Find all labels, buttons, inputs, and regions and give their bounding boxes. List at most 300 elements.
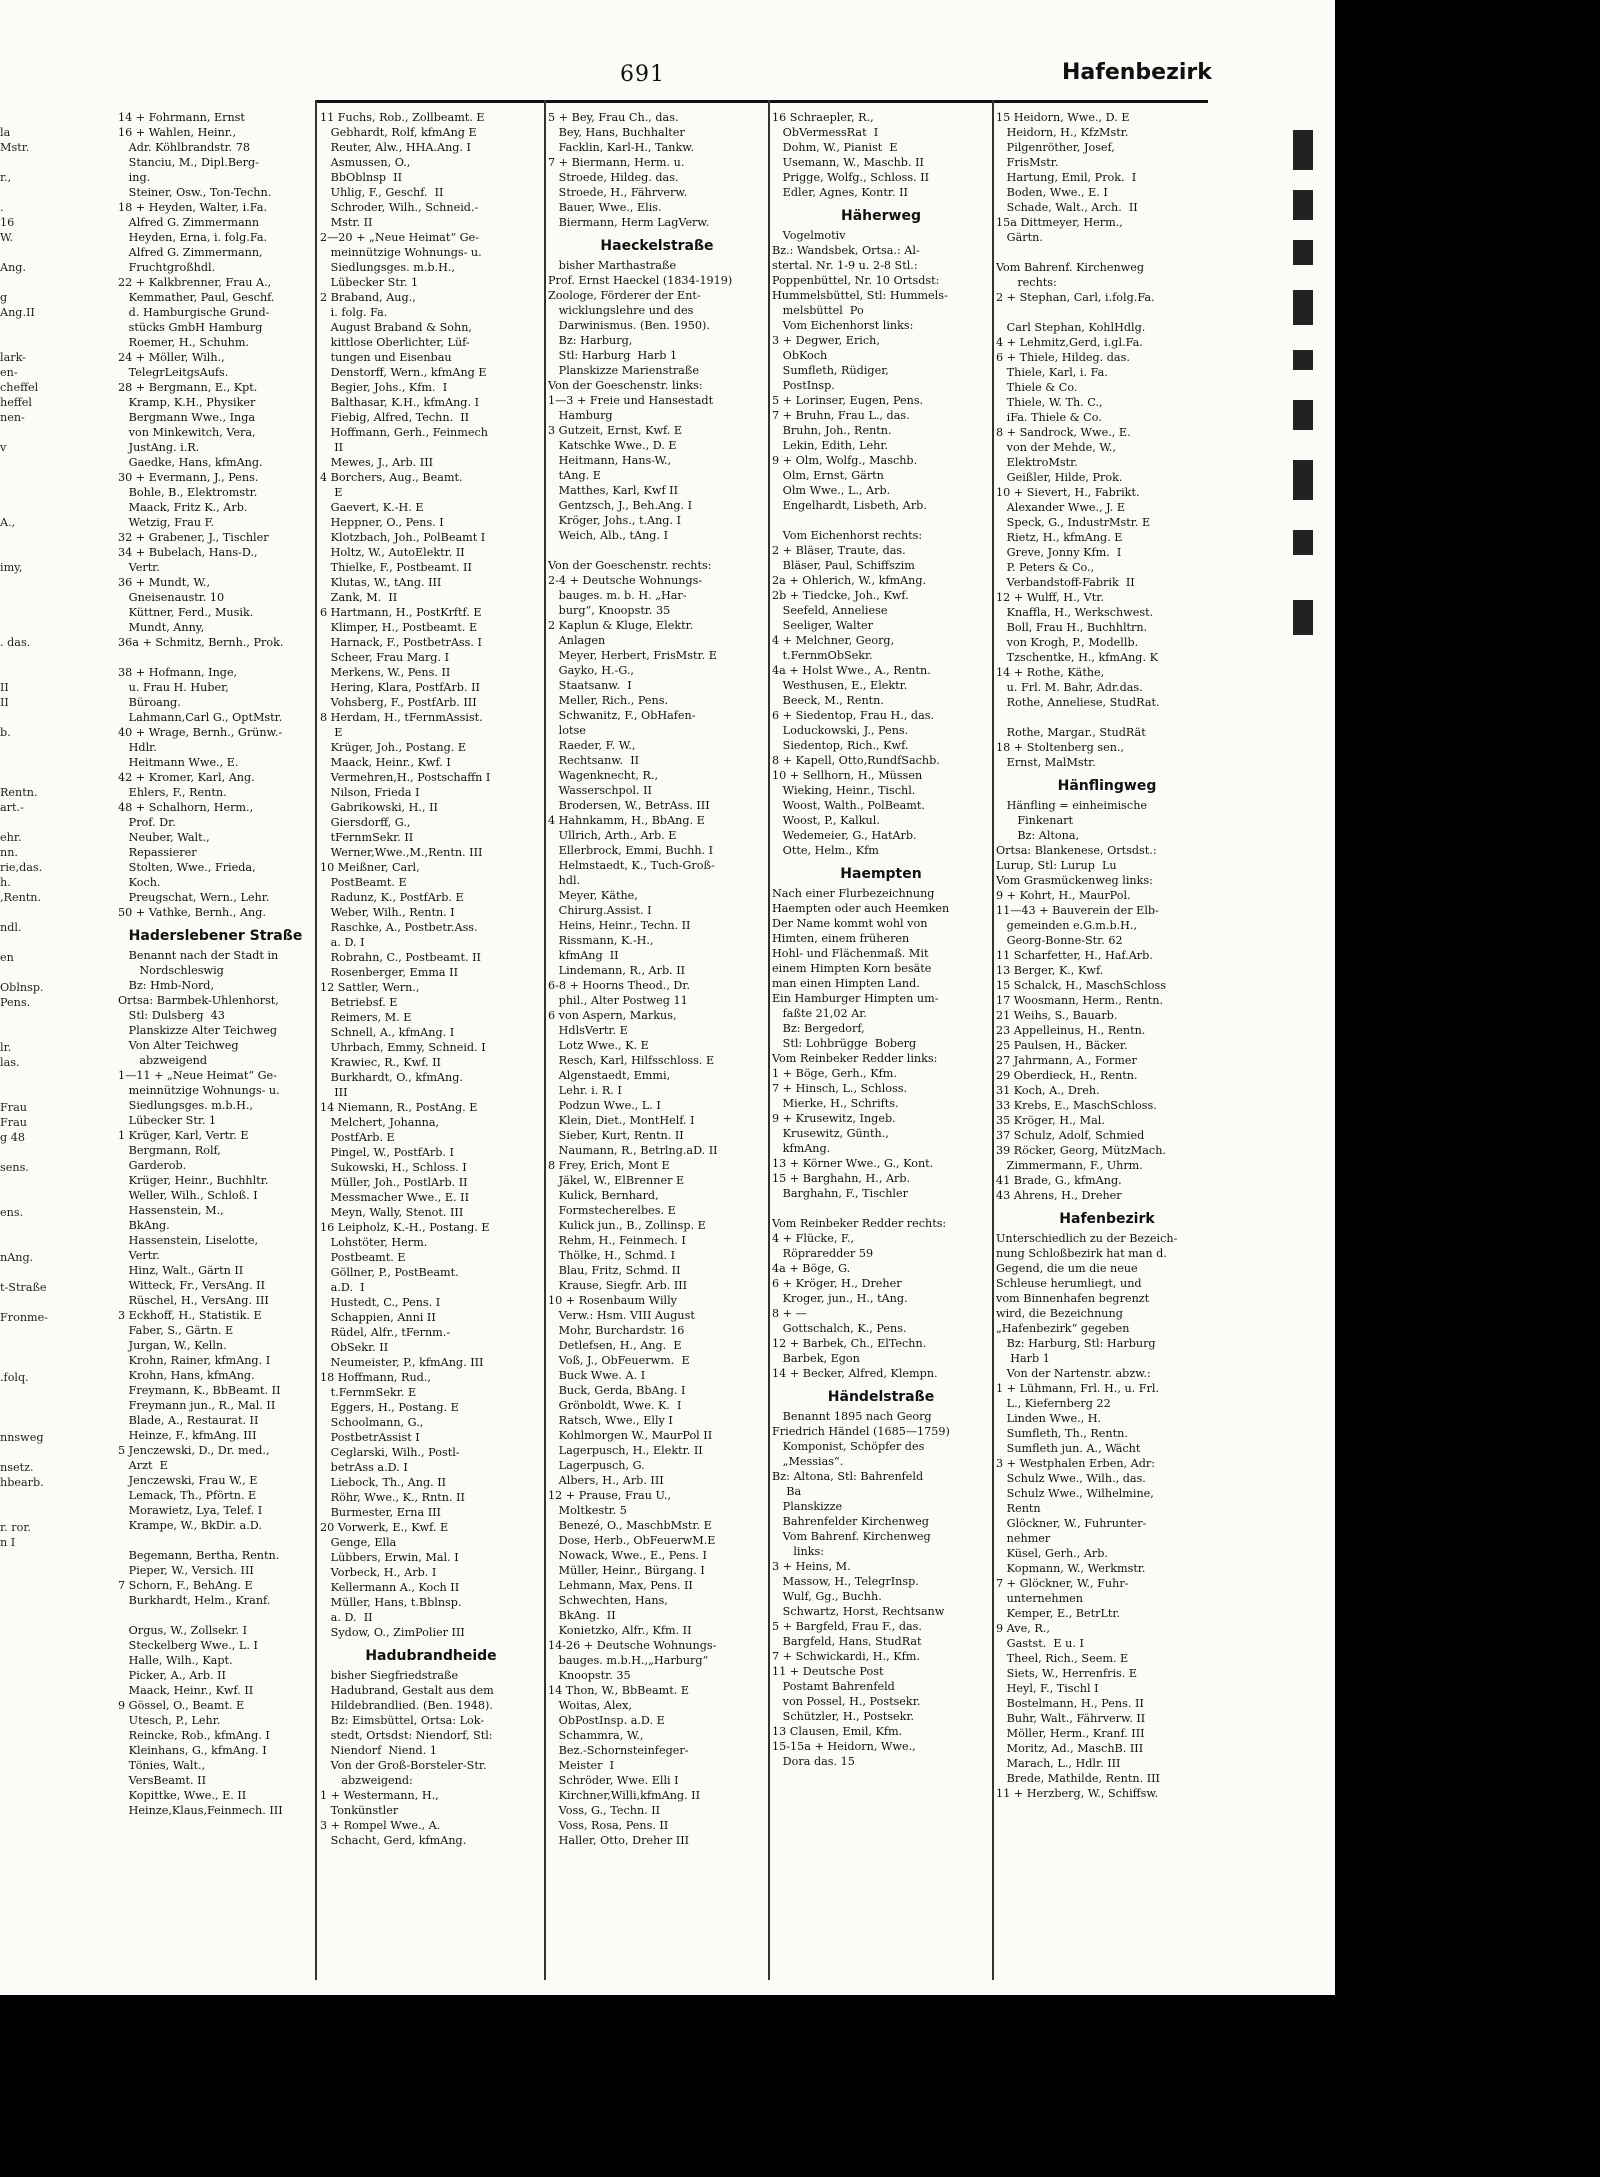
entry-line: Ortsa: Blankenese, Ortsdst.: <box>996 844 1157 857</box>
entry-line: einem Himpten Korn besäte <box>772 962 932 975</box>
entry-line: Lagerpusch, H., Elektr. II <box>548 1444 703 1457</box>
entry-line: Lindemann, R., Arb. II <box>548 964 686 977</box>
entry-line: 2 + Stephan, Carl, i.folg.Fa. <box>996 291 1155 304</box>
entry-line: Fiebig, Alfred, Techn. II <box>320 411 470 424</box>
entry-line: Barghahn, F., Tischler <box>772 1187 908 1200</box>
entry-line: 2 Braband, Aug., <box>320 291 416 304</box>
entry-line <box>0 935 115 950</box>
entry-line: Heyl, F., Tischl I <box>996 1682 1099 1695</box>
entry-line: Schützler, H., Postsekr. <box>772 1710 915 1723</box>
entry-line: Thielke, F., Postbeamt. II <box>320 561 472 574</box>
entry-line: Kirchner,Willi,kfmAng. II <box>548 1789 701 1802</box>
entry-line: Vom Eichenhorst links: <box>772 319 914 332</box>
entry-line: Bz: Harburg, Stl: Harburg <box>996 1337 1156 1350</box>
entry-line: . <box>0 201 4 214</box>
entry-line: t.FernmObSekr. <box>772 649 873 662</box>
entry-line: 3 Eckhoff, H., Statistik. E <box>118 1309 262 1322</box>
entry-line: Rietz, H., kfmAng. E <box>996 531 1123 544</box>
entry-line <box>0 770 115 785</box>
entry-line: iFa. Thiele & Co. <box>996 411 1102 424</box>
entry-line: Detlefsen, H., Ang. E <box>548 1339 682 1352</box>
entry-line: Voss, Rosa, Pens. II <box>548 1819 669 1832</box>
entry-line: Messmacher Wwe., E. II <box>320 1191 469 1204</box>
directory-column-5 <box>996 110 1218 1995</box>
entry-line: 39 Röcker, Georg, MützMach. <box>996 1144 1166 1157</box>
entry-line: 14 Thon, W., BbBeamt. E <box>548 1684 689 1697</box>
entry-line: „Messias“. <box>772 1455 844 1468</box>
entry-line: Heitmann Wwe., E. <box>118 756 239 769</box>
entry-line: Seefeld, Anneliese <box>772 604 888 617</box>
entry-line: Der Name kommt wohl von <box>772 917 928 930</box>
entry-line: 11 Scharfetter, H., Haf.Arb. <box>996 949 1153 962</box>
entry-line: Müller, Joh., PostlArb. II <box>320 1176 468 1189</box>
entry-line: 6-8 + Hoorns Theod., Dr. <box>548 979 691 992</box>
entry-line: Lehr. i. R. I <box>548 1084 622 1097</box>
entry-line <box>118 1533 313 1548</box>
street-heading: Haeckelstraße <box>600 238 714 254</box>
entry-line: 5 + Bargfeld, Frau F., das. <box>772 1620 922 1633</box>
entry-line: Robrahn, C., Postbeamt. II <box>320 951 481 964</box>
entry-line <box>0 455 115 470</box>
entry-line: 8 + — <box>772 1307 807 1320</box>
entry-line: 20 Vorwerk, E., Kwf. E <box>320 1521 449 1534</box>
entry-line: Nowack, Wwe., E., Pens. I <box>548 1549 707 1562</box>
entry-line: Theel, Rich., Seem. E <box>996 1652 1129 1665</box>
entry-line: meinnützige Wohnungs- u. <box>118 1084 280 1097</box>
entry-line: 27 Jahrmann, A., Former <box>996 1054 1137 1067</box>
entry-line: Linden Wwe., H. <box>996 1412 1102 1425</box>
entry-line: 10 Meißner, Carl, <box>320 861 420 874</box>
entry-line: b. <box>0 726 11 739</box>
entry-line: Gebhardt, Rolf, kfmAng E <box>320 126 477 139</box>
entry-line: 14 + Rothe, Käthe, <box>996 666 1105 679</box>
entry-line: 11 + Herzberg, W., Schiffsw. <box>996 1787 1159 1800</box>
entry-line: Denstorff, Wern., kfmAng E <box>320 366 487 379</box>
entry-line <box>0 425 115 440</box>
entry-line: Prigge, Wolfg., Schloss. II <box>772 171 930 184</box>
entry-line: Katschke Wwe., D. E <box>548 439 677 452</box>
entry-line: PostfArb. E <box>320 1131 395 1144</box>
entry-line: Schleuse herumliegt, und <box>996 1277 1142 1290</box>
entry-line <box>0 1085 115 1100</box>
entry-line: Bz: Hmb-Nord, <box>118 979 215 992</box>
entry-line: Koch. <box>118 876 161 889</box>
entry-line: Hadubrand, Gestalt aus dem <box>320 1684 494 1697</box>
entry-line: 8 + Sandrock, Wwe., E. <box>996 426 1131 439</box>
entry-line: Gabrikowski, H., II <box>320 801 438 814</box>
entry-line: Begier, Johs., Kfm. I <box>320 381 448 394</box>
entry-line: Kulick jun., B., Zollinsp. E <box>548 1219 706 1232</box>
entry-line <box>0 470 115 485</box>
entry-line: Planskizze Alter Teichweg <box>118 1024 278 1037</box>
entry-line: E <box>320 486 343 499</box>
entry-line: Balthasar, K.H., kfmAng. I <box>320 396 479 409</box>
edge-tab-marks <box>1293 100 1313 1000</box>
entry-line: Chirurg.Assist. I <box>548 904 652 917</box>
entry-line: Bz.: Wandsbek, Ortsa.: Al- <box>772 244 920 257</box>
entry-line: Niendorf Niend. 1 <box>320 1744 437 1757</box>
entry-line: 5 + Lorinser, Eugen, Pens. <box>772 394 924 407</box>
entry-line: Kramp, K.H., Physiker <box>118 396 256 409</box>
entry-line: Wagenknecht, R., <box>548 769 659 782</box>
entry-line: ing. <box>118 171 151 184</box>
entry-line: 17 Woosmann, Herm., Rentn. <box>996 994 1164 1007</box>
entry-line: Meister I <box>548 1759 615 1772</box>
entry-line: Merkens, W., Pens. II <box>320 666 451 679</box>
entry-line: Gaevert, K.-H. E <box>320 501 424 514</box>
entry-line: Weller, Wilh., Schloß. I <box>118 1189 258 1202</box>
entry-line: 4 Hahnkamm, H., BbAng. E <box>548 814 705 827</box>
entry-line: 40 + Wrage, Bernh., Grünw.- <box>118 726 283 739</box>
entry-line: 22 + Kalkbrenner, Frau A., <box>118 276 272 289</box>
entry-line: Darwinismus. (Ben. 1950). <box>548 319 710 332</box>
entry-line <box>0 620 115 635</box>
entry-line: Eggers, H., Postang. E <box>320 1401 459 1414</box>
entry-line: Krohn, Rainer, kfmAng. I <box>118 1354 271 1367</box>
entry-line: Picker, A., Arb. II <box>118 1669 226 1682</box>
entry-line: BkAng. II <box>548 1609 616 1622</box>
entry-line: Stl: Dulsberg 43 <box>118 1009 225 1022</box>
entry-line: 16 Schraepler, R., <box>772 111 874 124</box>
entry-line: Lahmann,Carl G., OptMstr. <box>118 711 283 724</box>
entry-line: Stolten, Wwe., Frieda, <box>118 861 256 874</box>
entry-line: Bohle, B., Elektromstr. <box>118 486 258 499</box>
entry-line: von Minkewitch, Vera, <box>118 426 256 439</box>
entry-line: Vohsberg, F., PostfArb. III <box>320 696 477 709</box>
entry-line: E <box>320 726 343 739</box>
entry-line: Küsel, Gerh., Arb. <box>996 1547 1108 1560</box>
entry-line: Moltkestr. 5 <box>548 1504 627 1517</box>
entry-line: Pieper, W., Versich. III <box>118 1564 254 1577</box>
edge-mark <box>1293 350 1313 370</box>
entry-line: Raschke, A., Postbetr.Ass. <box>320 921 478 934</box>
entry-line: 14 + Fohrmann, Ernst <box>118 111 245 124</box>
entry-line: nn. <box>0 846 18 859</box>
entry-line <box>0 1400 115 1415</box>
entry-line: Stroede, H., Fährverw. <box>548 186 688 199</box>
entry-line: g 48 <box>0 1131 25 1144</box>
entry-line: Blade, A., Restaurat. II <box>118 1414 259 1427</box>
cropped-left-column <box>0 110 115 1995</box>
entry-line: Hassenstein, M., <box>118 1204 224 1217</box>
entry-line <box>0 965 115 980</box>
entry-line: Bez.-Schornsteinfeger- <box>548 1744 689 1757</box>
entry-line <box>0 1010 115 1025</box>
entry-line <box>0 155 115 170</box>
entry-line: Matthes, Karl, Kwf II <box>548 484 679 497</box>
entry-line: Morawietz, Lya, Telef. I <box>118 1504 263 1517</box>
entry-line: P. Peters & Co., <box>996 561 1095 574</box>
entry-line: Postamt Bahrenfeld <box>772 1680 895 1693</box>
entry-line: Helmstaedt, K., Tuch-Groß- <box>548 859 715 872</box>
entry-line: Ullrich, Arth., Arb. E <box>548 829 677 842</box>
entry-line: von der Mehde, W., <box>996 441 1117 454</box>
entry-line: la <box>0 126 11 139</box>
entry-line: 1—3 + Freie und Hansestadt <box>548 394 714 407</box>
entry-line: 15 Schalck, H., MaschSchloss <box>996 979 1167 992</box>
entry-line: Utesch, P., Lehr. <box>118 1714 221 1727</box>
entry-line: Büroang. <box>118 696 181 709</box>
entry-line: 15-15a + Heidorn, Wwe., <box>772 1740 916 1753</box>
entry-line: Vom Reinbeker Redder rechts: <box>772 1217 947 1230</box>
entry-line: Zimmermann, F., Uhrm. <box>996 1159 1143 1172</box>
entry-line: Barbek, Egon <box>772 1352 860 1365</box>
entry-line: Moritz, Ad., MaschB. III <box>996 1742 1144 1755</box>
entry-line: Voss, G., Techn. II <box>548 1804 661 1817</box>
entry-line: Nach einer Flurbezeichnung <box>772 887 935 900</box>
entry-line: hbearb. <box>0 1476 44 1489</box>
entry-line <box>0 710 115 725</box>
entry-line: II <box>320 441 344 454</box>
entry-line: Von der Goeschenstr. rechts: <box>548 559 712 572</box>
entry-line: 12 + Prause, Frau U., <box>548 1489 672 1502</box>
entry-line: Bruhn, Joh., Rentn. <box>772 424 892 437</box>
entry-line <box>0 320 115 335</box>
entry-line: TelegrLeitgsAufs. <box>118 366 229 379</box>
entry-line: 2 Kaplun & Kluge, Elektr. <box>548 619 694 632</box>
entry-line: Kopmann, W., Werkmstr. <box>996 1562 1146 1575</box>
entry-line: Postbeamt. E <box>320 1251 406 1264</box>
entry-line: Facklin, Karl-H., Tankw. <box>548 141 695 154</box>
entry-line: Rothe, Margar., StudRät <box>996 726 1146 739</box>
entry-line: 13 Berger, K., Kwf. <box>996 964 1104 977</box>
entry-line: Knoopstr. 35 <box>548 1669 631 1682</box>
entry-line: Vom Bahrenf. Kirchenweg <box>772 1530 931 1543</box>
entry-line: Haller, Otto, Dreher III <box>548 1834 690 1847</box>
entry-line: Konietzko, Alfr., Kfm. II <box>548 1624 692 1637</box>
entry-line: Kroger, jun., H., tAng. <box>772 1292 908 1305</box>
street-heading: Hänflingweg <box>1057 778 1157 794</box>
entry-line: Reuter, Alw., HHA.Ang. I <box>320 141 471 154</box>
entry-line: Bahrenfelder Kirchenweg <box>772 1515 929 1528</box>
entry-line: Benannt 1895 nach Georg <box>772 1410 932 1423</box>
entry-line: Buhr, Walt., Fährverw. II <box>996 1712 1146 1725</box>
entry-line: 7 + Schwickardi, H., Kfm. <box>772 1650 920 1663</box>
entry-line: HdlsVertr. E <box>548 1024 628 1037</box>
entry-line: Gottschalch, K., Pens. <box>772 1322 907 1335</box>
entry-line: Komponist, Schöpfer des <box>772 1440 925 1453</box>
entry-line: 3 + Degwer, Erich, <box>772 334 880 347</box>
entry-line: 3 Gutzeit, Ernst, Kwf. E <box>548 424 683 437</box>
entry-line: 11 + Deutsche Post <box>772 1665 884 1678</box>
entry-line: Woost, P., Kalkul. <box>772 814 880 827</box>
entry-line: links: <box>772 1545 824 1558</box>
entry-line: Lekin, Edith, Lehr. <box>772 439 889 452</box>
entry-line: 12 Sattler, Wern., <box>320 981 420 994</box>
entry-line <box>0 1355 115 1370</box>
entry-line: 30 + Evermann, J., Pens. <box>118 471 259 484</box>
entry-line: Wetzig, Frau F. <box>118 516 215 529</box>
entry-line: Jenczewski, Frau W., E <box>118 1474 258 1487</box>
entry-line: Heins, Heinr., Techn. II <box>548 919 691 932</box>
entry-line: Steckelberg Wwe., L. I <box>118 1639 258 1652</box>
entry-line: g <box>0 291 8 304</box>
entry-line: 1 Krüger, Karl, Vertr. E <box>118 1129 249 1142</box>
entry-line: Heidorn, H., KfzMstr. <box>996 126 1129 139</box>
entry-line: 2—20 + „Neue Heimat“ Ge- <box>320 231 479 244</box>
entry-line: Werner,Wwe.,M.,Rentn. III <box>320 846 483 859</box>
entry-line: Schröder, Wwe. Elli I <box>548 1774 679 1787</box>
entry-line: Anlagen <box>548 634 606 647</box>
entry-line: Schulz Wwe., Wilhelmine, <box>996 1487 1154 1500</box>
entry-line: Heppner, O., Pens. I <box>320 516 444 529</box>
entry-line: 10 + Sievert, H., Fabrikt. <box>996 486 1140 499</box>
entry-line: 15 + Barghahn, H., Arb. <box>772 1172 911 1185</box>
entry-line: Ehlers, F., Rentn. <box>118 786 227 799</box>
entry-line: Mewes, J., Arb. III <box>320 456 434 469</box>
entry-line <box>772 513 990 528</box>
entry-line: ens. <box>0 1206 24 1219</box>
entry-line: Stroede, Hildeg. das. <box>548 171 679 184</box>
entry-line: hdl. <box>548 874 581 887</box>
entry-line <box>0 485 115 500</box>
entry-line: Göllner, P., PostBeamt. <box>320 1266 459 1279</box>
entry-line: wicklungslehre und des <box>548 304 694 317</box>
scan-border-right <box>1335 0 1600 2177</box>
entry-line: Wedemeier, G., HatArb. <box>772 829 917 842</box>
entry-line: nen- <box>0 411 25 424</box>
entry-line: nehmer <box>996 1532 1051 1545</box>
entry-line: Kemmather, Paul, Geschf. <box>118 291 275 304</box>
entry-line: Albers, H., Arb. III <box>548 1474 664 1487</box>
entry-line: Rissmann, K.-H., <box>548 934 654 947</box>
entry-line: 18 + Heyden, Walter, i.Fa. <box>118 201 268 214</box>
page-number: 691 <box>620 62 665 87</box>
entry-line: 7 Schorn, F., BehAng. E <box>118 1579 253 1592</box>
entry-line: Gegend, die um die neue <box>996 1262 1138 1275</box>
entry-line: rie,das. <box>0 861 43 874</box>
entry-line: Buck Wwe. A. I <box>548 1369 646 1382</box>
entry-line: Freymann, K., BbBeamt. II <box>118 1384 281 1397</box>
entry-line <box>0 1490 115 1505</box>
entry-line: Bey, Hans, Buchhalter <box>548 126 685 139</box>
entry-line: Verw.: Hsm. VIII August <box>548 1309 695 1322</box>
entry-line: 11—43 + Bauverein der Elb- <box>996 904 1159 917</box>
entry-line: Vom Eichenhorst rechts: <box>772 529 923 542</box>
entry-line: Kellermann A., Koch II <box>320 1581 460 1594</box>
entry-line: en- <box>0 366 18 379</box>
entry-line: Vermehren,H., Postschaffn I <box>320 771 491 784</box>
entry-line: Pens. <box>0 996 31 1009</box>
entry-line: Wieking, Heinr., Tischl. <box>772 784 916 797</box>
entry-line: Tzschentke, H., kfmAng. K <box>996 651 1158 664</box>
entry-line: Hustedt, C., Pens. I <box>320 1296 441 1309</box>
entry-line: Massow, H., TelegrInsp. <box>772 1575 919 1588</box>
entry-line: Siedlungsges. m.b.H., <box>118 1099 253 1112</box>
entry-line: Burkhardt, Helm., Kranf. <box>118 1594 271 1607</box>
entry-line: Jäkel, W., ElBrenner E <box>548 1174 685 1187</box>
entry-line: Oblnsp. <box>0 981 44 994</box>
entry-line: Gastst. E u. I <box>996 1637 1084 1650</box>
entry-line: 14-26 + Deutsche Wohnungs- <box>548 1639 717 1652</box>
entry-line: PostbetrAssist I <box>320 1431 420 1444</box>
entry-line: imy, <box>0 561 23 574</box>
entry-line: Wulf, Gg., Buchh. <box>772 1590 882 1603</box>
entry-line: Dora das. 15 <box>772 1755 855 1768</box>
entry-line: las. <box>0 1056 20 1069</box>
entry-line: Rentn <box>996 1502 1041 1515</box>
entry-line: Lemack, Th., Pförtn. E <box>118 1489 257 1502</box>
entry-line: Lübbers, Erwin, Mal. I <box>320 1551 459 1564</box>
entry-line: Von der Goeschenstr. links: <box>548 379 703 392</box>
street-heading: Haempten <box>840 866 922 882</box>
entry-line: i. folg. Fa. <box>320 306 388 319</box>
entry-line: Himten, einem früheren <box>772 932 910 945</box>
entry-line: cheffel <box>0 381 39 394</box>
entry-line: Schulz Wwe., Wilh., das. <box>996 1472 1146 1485</box>
entry-line: Röpraredder 59 <box>772 1247 874 1260</box>
entry-line: Greve, Jonny Kfm. I <box>996 546 1122 559</box>
entry-line: 8 Herdam, H., tFernmAssist. <box>320 711 483 724</box>
entry-line: Frau <box>0 1116 27 1129</box>
entry-line: 2b + Tiedcke, Joh., Kwf. <box>772 589 909 602</box>
entry-line: Olm, Ernst, Gärtn <box>772 469 884 482</box>
entry-line: Begemann, Bertha, Rentn. <box>118 1549 280 1562</box>
entry-line: Radunz, K., PostfArb. E <box>320 891 464 904</box>
entry-line <box>996 245 1218 260</box>
entry-line: Glöckner, W., Fuhrunter- <box>996 1517 1147 1530</box>
entry-line: Seeliger, Walter <box>772 619 873 632</box>
entry-line: 35 Kröger, H., Mal. <box>996 1114 1105 1127</box>
entry-line: 23 Appelleinus, H., Rentn. <box>996 1024 1146 1037</box>
entry-line: Krüger, Joh., Postang. E <box>320 741 467 754</box>
entry-line: Knaffla, H., Werkschwest. <box>996 606 1154 619</box>
entry-line: Maack, Heinr., Kwf. I <box>320 756 451 769</box>
entry-line: Krüger, Heinr., Buchhltr. <box>118 1174 269 1187</box>
entry-line: Schoolmann, G., <box>320 1416 424 1429</box>
entry-line: Olm Wwe., L., Arb. <box>772 484 891 497</box>
entry-line: Usemann, W., Maschb. II <box>772 156 924 169</box>
entry-line: Klein, Diet., MontHelf. I <box>548 1114 695 1127</box>
entry-line: August Braband & Sohn, <box>320 321 472 334</box>
entry-line: „Hafenbezirk“ gegeben <box>996 1322 1130 1335</box>
entry-line: Hering, Klara, PostfArb. II <box>320 681 480 694</box>
entry-line: ObKoch <box>772 349 828 362</box>
entry-line: Lagerpusch, G. <box>548 1459 645 1472</box>
entry-line: Speck, G., IndustrMstr. E <box>996 516 1151 529</box>
entry-line: phil., Alter Postweg 11 <box>548 994 688 1007</box>
entry-line: 3 + Rompel Wwe., A. <box>320 1819 441 1832</box>
entry-line: Witteck, Fr., VersAng. II <box>118 1279 266 1292</box>
entry-line: en <box>0 951 14 964</box>
entry-line: Betriebsf. E <box>320 996 398 1009</box>
entry-line: Müller, Hans, t.Bblnsp. <box>320 1596 462 1609</box>
entry-line: 1 + Lühmann, Frl. H., u. Frl. <box>996 1382 1160 1395</box>
entry-line: Meyer, Käthe, <box>548 889 638 902</box>
entry-line: Schappien, Anni II <box>320 1311 436 1324</box>
entry-line <box>0 605 115 620</box>
entry-line: stedt, Ortsdst: Niendorf, Stl: <box>320 1729 493 1742</box>
entry-line: 2-4 + Deutsche Wohnungs- <box>548 574 703 587</box>
entry-line: von Krogh, P., Modellb. <box>996 636 1139 649</box>
entry-line: Meller, Rich., Pens. <box>548 694 669 707</box>
entry-line: II <box>0 681 9 694</box>
entry-line: 4 + Lehmitz,Gerd, i.gl.Fa. <box>996 336 1143 349</box>
entry-line: Thölke, H., Schmd. I <box>548 1249 676 1262</box>
entry-line: 11 Fuchs, Rob., Zollbeamt. E <box>320 111 485 124</box>
entry-line: Giersdorff, G., <box>320 816 411 829</box>
entry-line: ehr. <box>0 831 22 844</box>
directory-column-1 <box>118 110 313 1995</box>
entry-line: Brede, Mathilde, Rentn. III <box>996 1772 1160 1785</box>
entry-line: lotse <box>548 724 586 737</box>
entry-line <box>0 1145 115 1160</box>
entry-line: man einen Himpten Land. <box>772 977 920 990</box>
entry-line: Beeck, M., Rentn. <box>772 694 884 707</box>
entry-line: Bauer, Wwe., Elis. <box>548 201 662 214</box>
entry-line: 7 + Hinsch, L., Schloss. <box>772 1082 908 1095</box>
edge-mark <box>1293 600 1313 635</box>
